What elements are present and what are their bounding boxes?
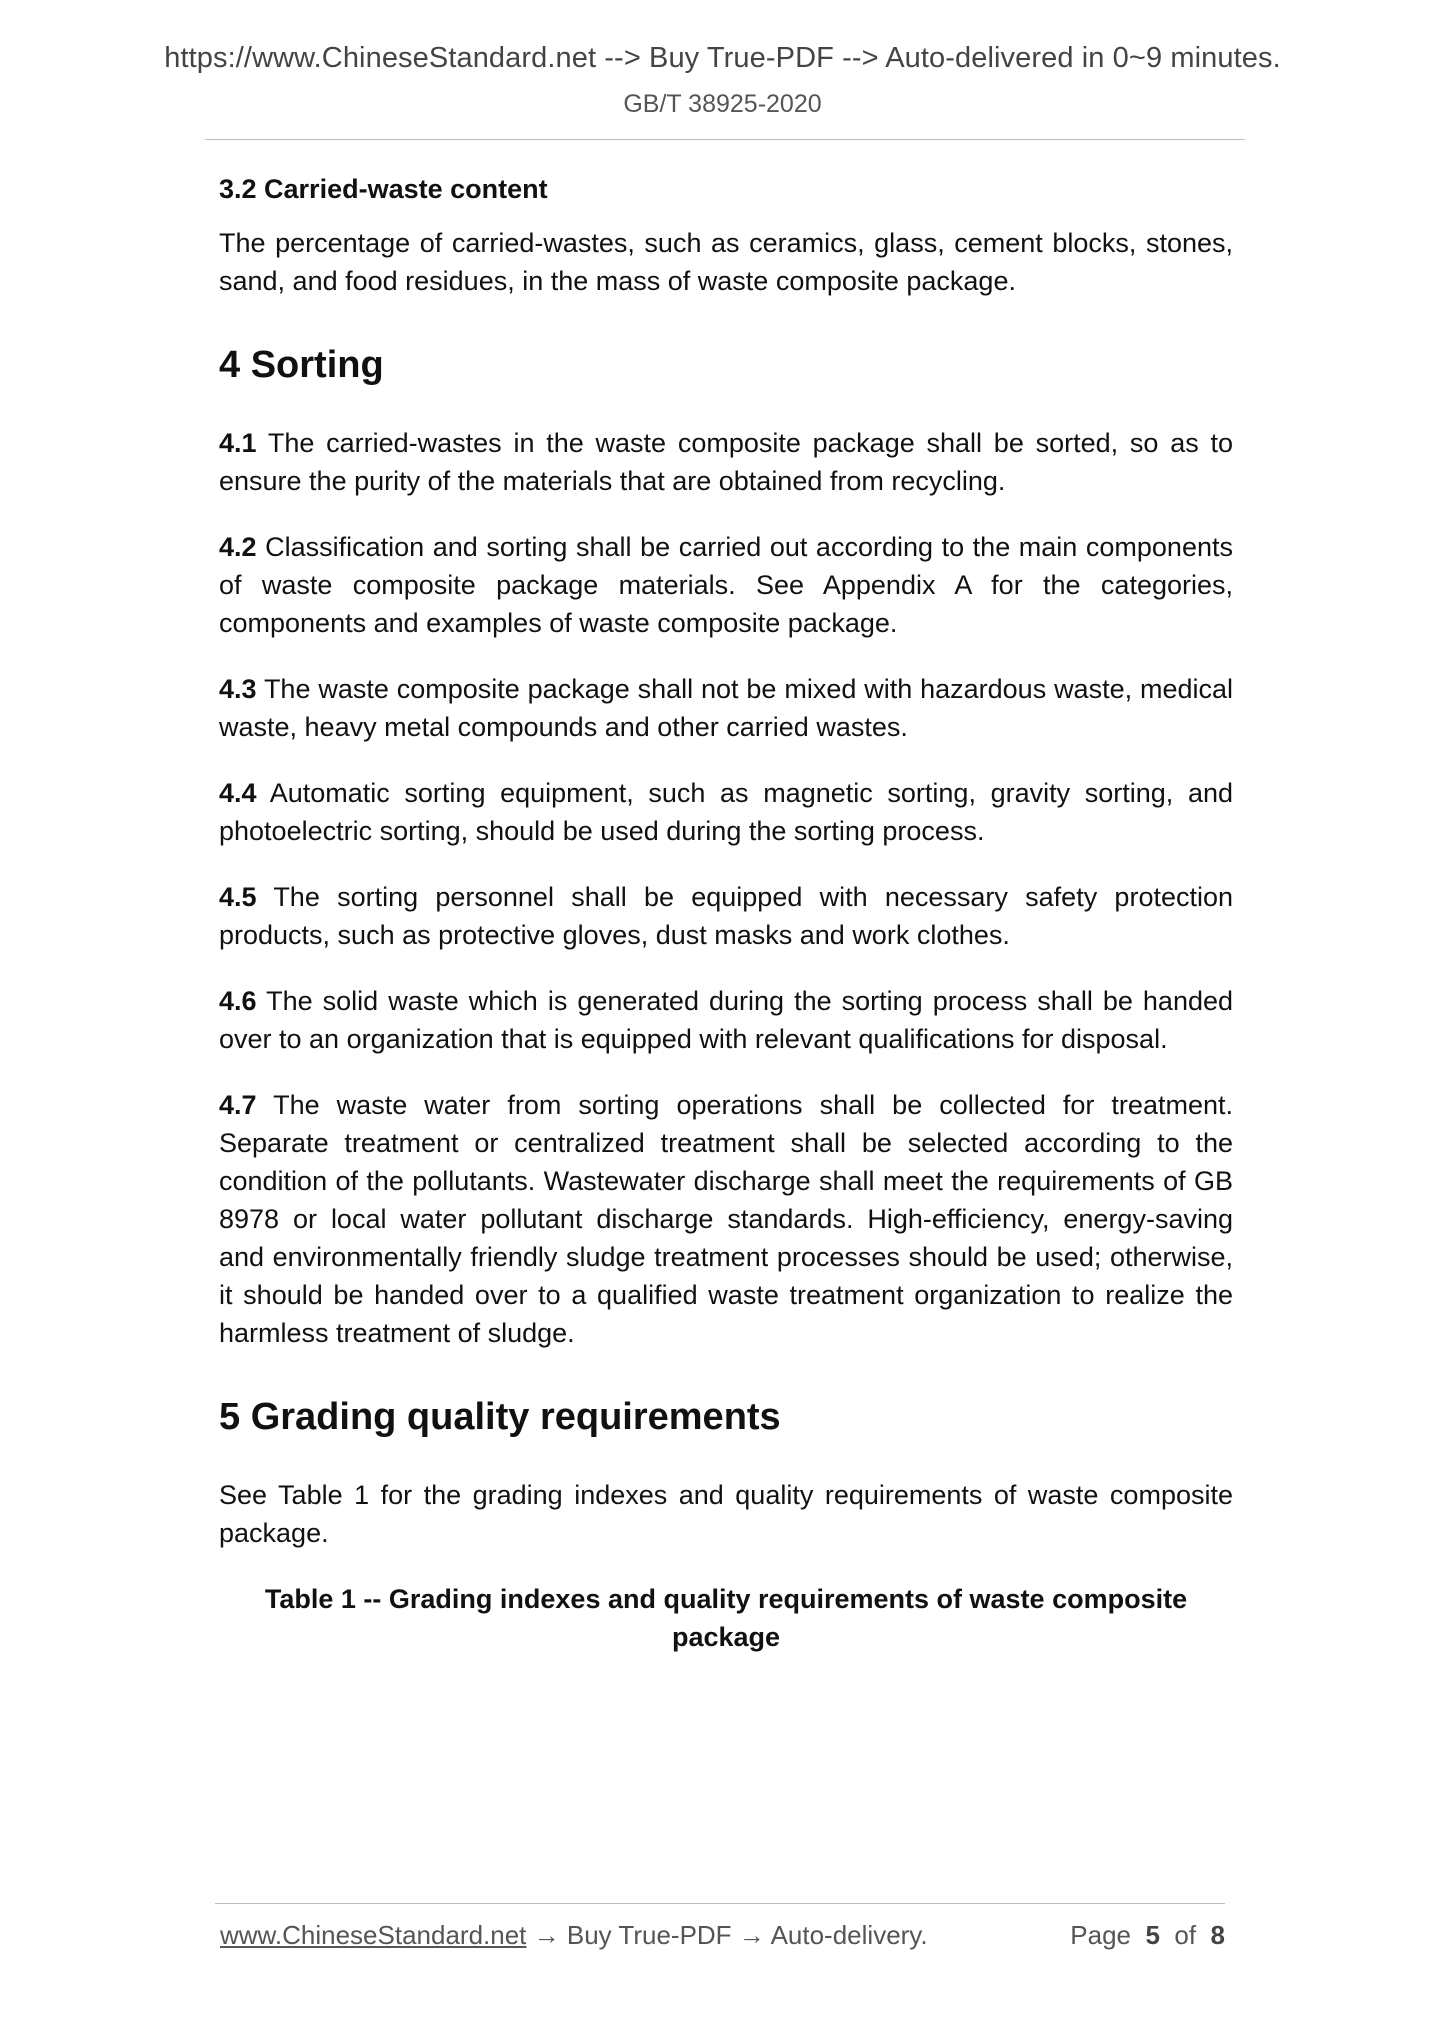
clause-text: Automatic sorting equipment, such as magnetic sorting, gravity sorting, and photoelectric sorting, should be used during the sorting process. xyxy=(219,778,1234,846)
paragraph-5: See Table 1 for the grading indexes and quality requirements of waste composite package. xyxy=(219,1480,1233,1548)
clause-text: The solid waste which is generated during the sorting process shall be handed over to an organization that is equipped with relevant qualifications for disposal. xyxy=(219,986,1234,1054)
page-footer xyxy=(220,1920,1225,1956)
heading-section-5: 5 Grading quality requirements xyxy=(219,1396,781,1438)
footer-site-link[interactable]: www.ChineseStandard.net xyxy=(220,1920,527,1950)
clause-4-4 xyxy=(219,774,1233,850)
top-banner: https://www.ChineseStandard.net --> Buy True-PDF --> Auto-delivered in 0~9 minutes. xyxy=(164,42,1281,74)
page-of: of xyxy=(1174,1920,1197,1950)
footer-tagline: → Buy True-PDF → Auto-delivery. xyxy=(526,1920,928,1950)
clause-4-7 xyxy=(219,1086,1233,1352)
heading-3-2: 3.2 Carried-waste content xyxy=(219,174,548,204)
clause-number: 4.3 xyxy=(219,674,257,704)
page-total: 8 xyxy=(1210,1920,1225,1950)
page-indicator xyxy=(1070,1920,1225,1951)
clause-number: 4.2 xyxy=(219,532,257,562)
clause-text: Classification and sorting shall be carried out according to the main components of waste composite package materials. See Appendix A for the categories, components and examples of waste composite package. xyxy=(219,532,1233,638)
table-caption-line-2: package xyxy=(671,1622,781,1652)
clause-number: 4.5 xyxy=(219,882,257,912)
header-divider xyxy=(205,139,1245,140)
footer-left xyxy=(220,1920,928,1951)
table-caption xyxy=(219,1580,1233,1656)
clause-text: The waste water from sorting operations shall be collected for treatment. Separate treatment or centralized treatment shall be selected according to the condition of the pollutants. Wastewater discharge shall meet the requirements of GB 8978 or local water pollutant discharge standards. High-efficiency, energy-saving and environmentally friendly sludge treatment processes should be used; otherwise, it should be handed over to a qualified waste treatment organization to realize the harmless treatment of sludge. xyxy=(219,1090,1233,1348)
clause-4-5 xyxy=(219,878,1233,954)
clause-4-2 xyxy=(219,528,1233,642)
clause-number: 4.1 xyxy=(219,428,257,458)
document-code: GB/T 38925-2020 xyxy=(623,90,822,118)
table-caption-line-1: Table 1 -- Grading indexes and quality requirements of waste composite xyxy=(264,1584,1188,1614)
clause-text: The waste composite package shall not be mixed with hazardous waste, medical waste, heavy metal compounds and other carried wastes. xyxy=(219,674,1234,742)
clause-4-6 xyxy=(219,982,1233,1058)
paragraph-3-2: The percentage of carried-wastes, such as ceramics, glass, cement blocks, stones, sand, and food residues, in the mass of waste composite package. xyxy=(219,228,1233,296)
clause-number: 4.7 xyxy=(219,1090,257,1120)
page-label: Page xyxy=(1070,1920,1132,1950)
clause-number: 4.4 xyxy=(219,778,257,808)
clause-number: 4.6 xyxy=(219,986,257,1016)
clause-4-1 xyxy=(219,424,1233,500)
footer-divider xyxy=(215,1903,1225,1904)
clause-text: The sorting personnel shall be equipped with necessary safety protection products, such as protective gloves, dust masks and work clothes. xyxy=(219,882,1234,950)
heading-section-4: 4 Sorting xyxy=(219,344,384,386)
clause-4-3 xyxy=(219,670,1233,746)
page-current: 5 xyxy=(1145,1920,1160,1950)
page-content xyxy=(219,170,1233,1656)
clause-text: The carried-wastes in the waste composite package shall be sorted, so as to ensure the purity of the materials that are obtained from recycling. xyxy=(219,428,1233,496)
